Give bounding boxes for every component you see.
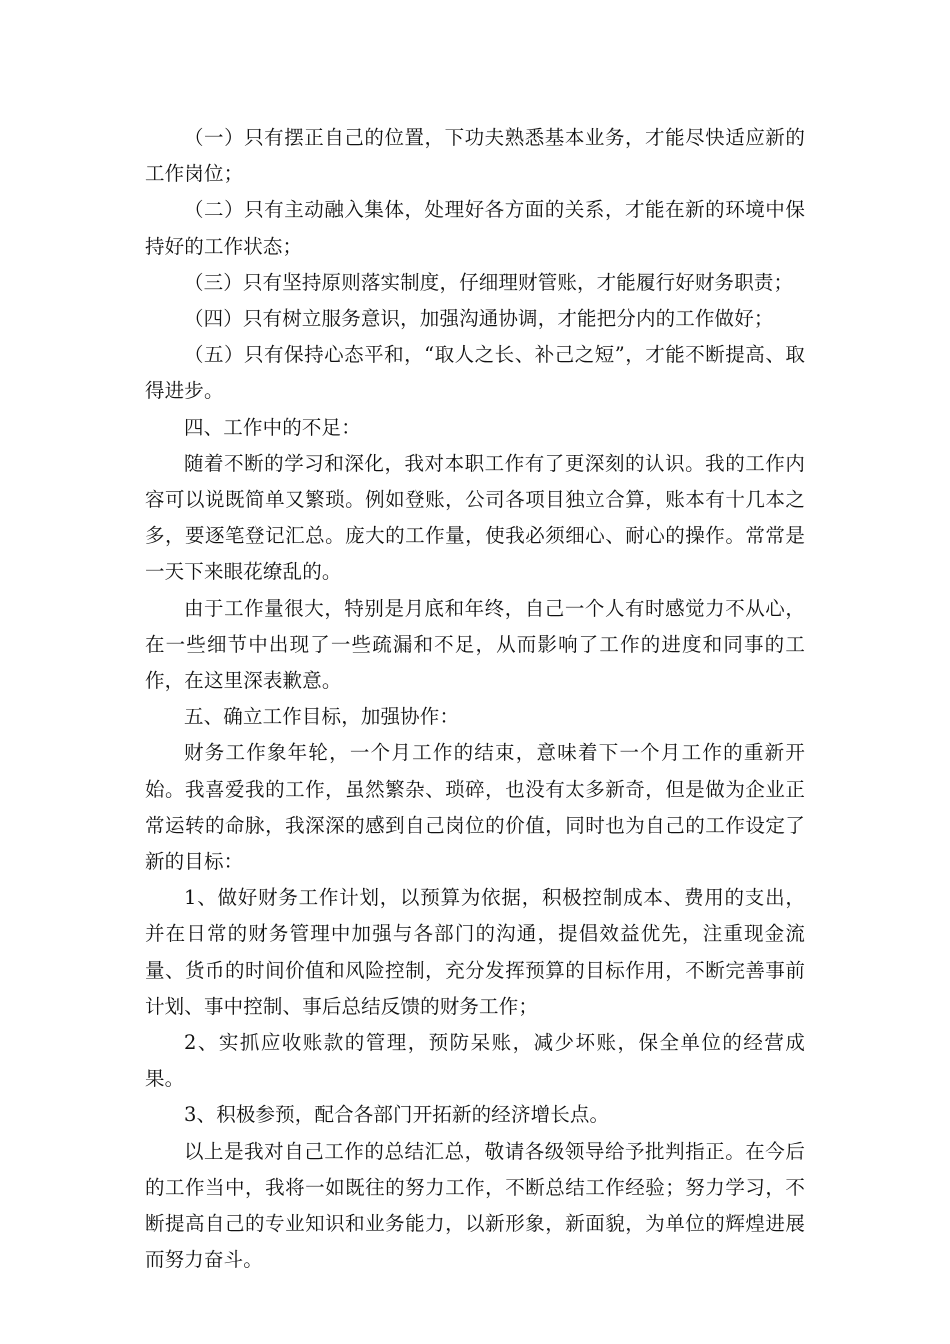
paragraph-goal-1: 1、做好财务工作计划，以预算为依据，积极控制成本、费用的支出，并在日常的财务管理中加强与各部门的沟通，提倡效益优先，注重现金流量、货币的时间价值和风险控制，充分发挥预算的目标作用，不断完善事前计划、事中控制、事后总结反馈的财务工作；	[145, 886, 805, 1018]
paragraph-goals-intro: 财务工作象年轮，一个月工作的结束，意味着下一个月工作的重新开始。我喜爱我的工作，虽然繁杂、琐碎，也没有太多新奇，但是做为企业正常运转的命脉，我深深的感到自己岗位的价值，同时也为自己的工作设定了新的目标：	[145, 741, 805, 874]
section-heading-goals: 五、确立工作目标，加强协作：	[184, 705, 460, 729]
paragraph-conclusion: 以上是我对自己工作的总结汇总，敬请各级领导给予批判指正。在今后的工作当中，我将一如既往的努力工作，不断总结工作经验；努力学习，不断提高自己的专业知识和业务能力，以新形象，新面貌，为单位的辉煌进展而努力奋斗。	[145, 1139, 805, 1272]
paragraph-point-3: （三）只有坚持原则落实制度，仔细理财管账，才能履行好财务职责；	[184, 270, 794, 294]
paragraph-goal-2: 2、实抓应收账款的管理，预防呆账，减少坏账，保全单位的经营成果。	[145, 1031, 805, 1091]
paragraph-goal-3: 3、积极参预，配合各部门开拓新的经济增长点。	[184, 1103, 610, 1127]
paragraph-shortcomings-2: 由于工作量很大，特别是月底和年终，自己一个人有时感觉力不从心，在一些细节中出现了一些疏漏和不足，从而影响了工作的进度和同事的工作，在这里深表歉意。	[145, 596, 805, 693]
paragraph-point-2: （二）只有主动融入集体，处理好各方面的关系，才能在新的环境中保持好的工作状态；	[145, 198, 805, 258]
paragraph-shortcomings-1: 随着不断的学习和深化，我对本职工作有了更深刻的认识。我的工作内容可以说既简单又繁琐。例如登账，公司各项目独立合算，账本有十几本之多，要逐笔登记汇总。庞大的工作量，使我必须细心、耐心的操作。常常是一天下来眼花缭乱的。	[145, 451, 805, 584]
section-heading-shortcomings: 四、工作中的不足：	[184, 415, 361, 439]
paragraph-point-4: （四）只有树立服务意识，加强沟通协调，才能把分内的工作做好；	[184, 307, 774, 331]
paragraph-point-1: （一）只有摆正自己的位置，下功夫熟悉基本业务，才能尽快适应新的工作岗位；	[145, 126, 805, 186]
paragraph-point-5: （五）只有保持心态平和，“取人之长、补己之短”，才能不断提高、取得进步。	[145, 343, 805, 403]
document-body	[145, 120, 805, 1279]
